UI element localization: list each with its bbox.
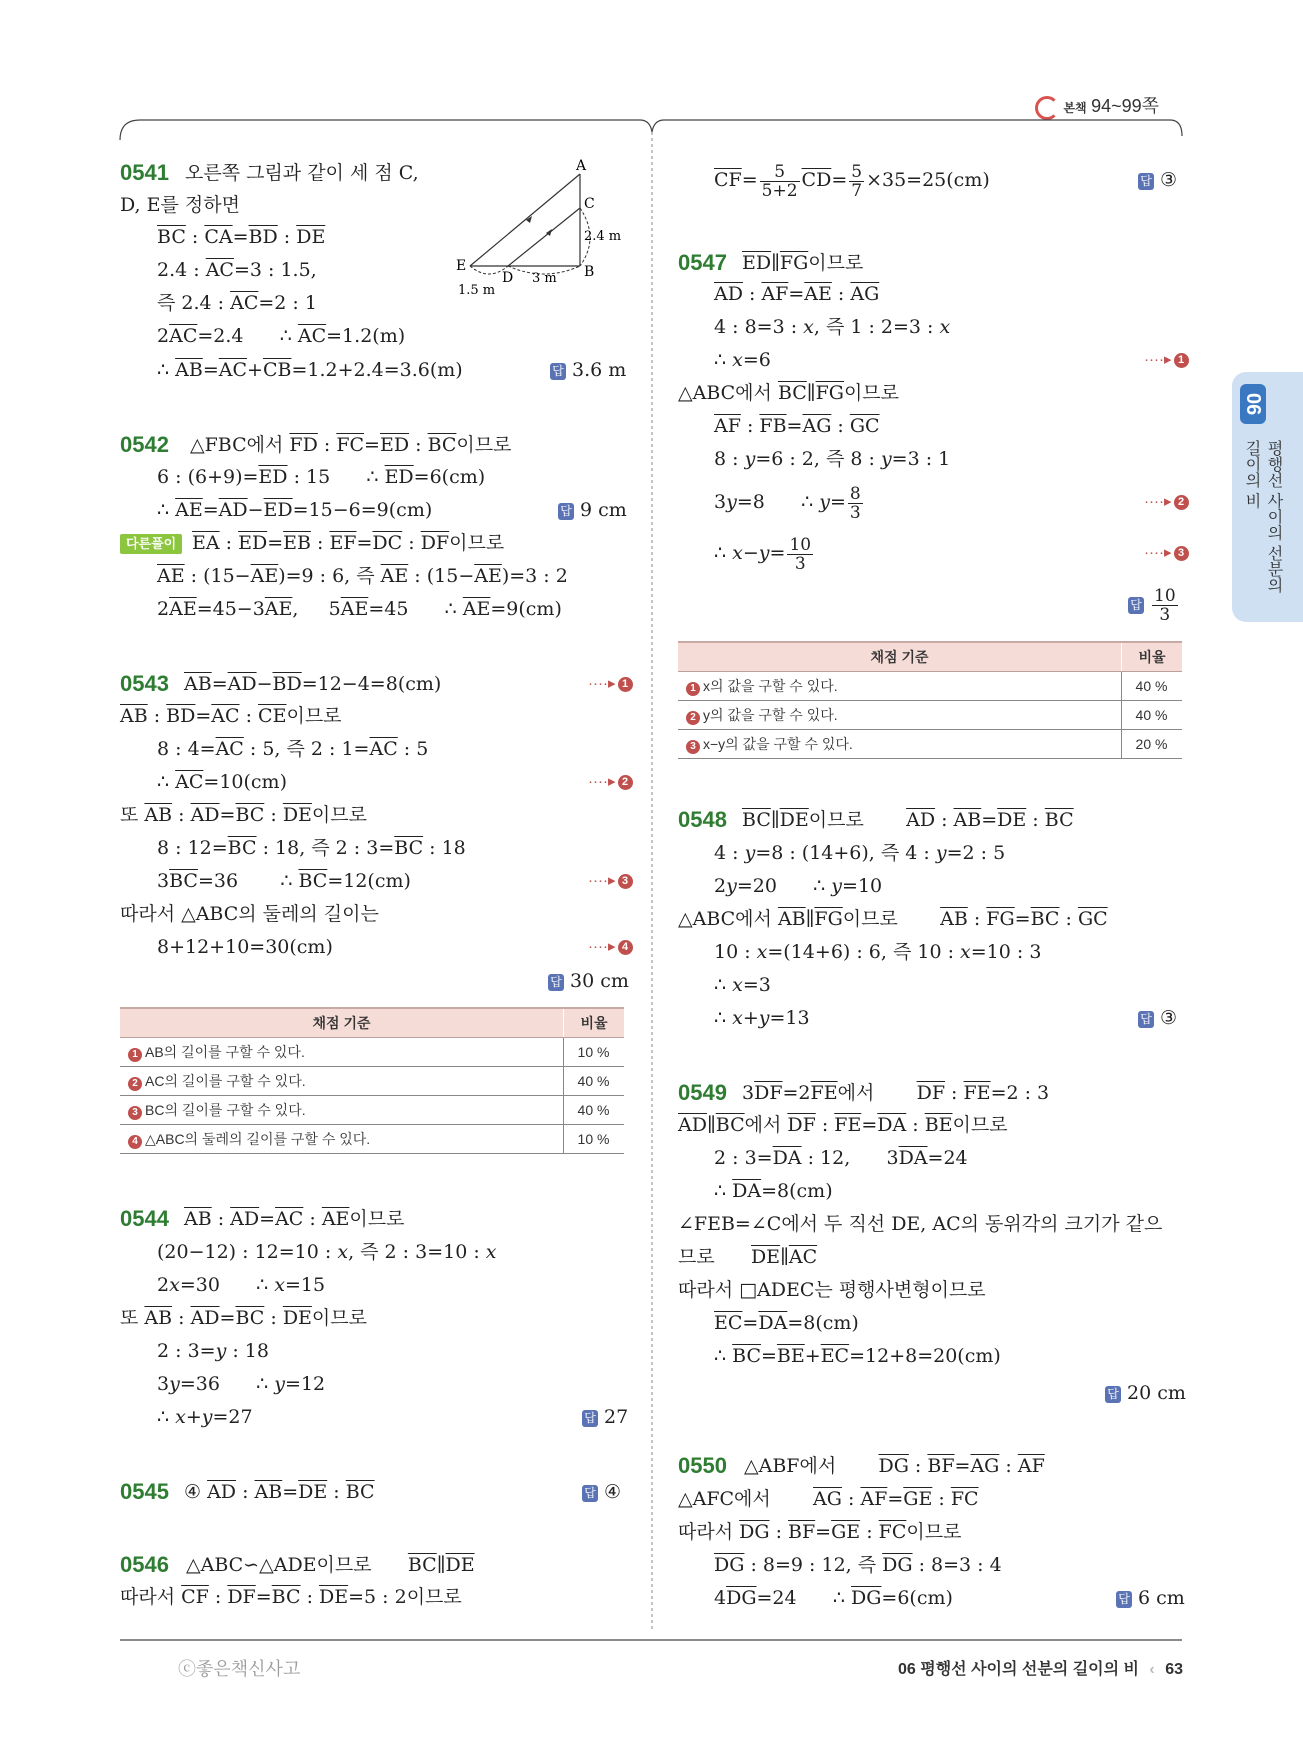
table-header: 비율 [564,1008,625,1038]
answer-icon: 답 [548,974,564,991]
solution-line: ∴ x=3 [714,974,771,996]
solution-line: 8 : $12=\overline{BC}$ : 18, 즉 2 : $3=\overline{BC}$ : 18 [157,837,466,859]
solution-line: △FBC에서 $\overline{FD}$ : $\overline{FC}=\overline{ED}$ : $\overline{BC}$이므로 [190,434,512,456]
answer-icon: 답 [558,503,574,520]
problem-number: 0542 [120,432,169,457]
grading-table [120,1007,624,1154]
problem-number: 0545 [120,1479,169,1504]
answer: 답 3.6 m [550,358,626,382]
label-2.4m: 2.4 m [584,229,622,244]
solution-line: $\overline{EA}$ : $\overline{ED}=\overline{EB}$ : $\overline{EF}=\overline{DC}$ : $\overline{DF}$이므로 [192,532,505,554]
solution-line: 따라서 $\overline{CF}$ : $\overline{DF}=\overline{BC}$ : $\overline{DE}=5$ : 2이므로 [120,1586,462,1608]
answer-icon: 답 [582,1410,598,1427]
alt-solution-badge: 다른풀이 [120,534,182,554]
solution-line: (20−12) : 12=10 : x, 즉 2 : 3=10 : x [157,1241,497,1263]
solution-line: △ABC∽△ADE이므로 $\overline{BC}\parallel\overline{DE}$ [186,1554,475,1576]
solution-line: ④ $\overline{AD}$ : $\overline{AB}=\overline{DE}$ : $\overline{BC}$ [184,1481,375,1503]
table-header: 채점 기준 [120,1008,564,1038]
answer: 답 $\frac{10}{3}$ [1128,584,1180,624]
step-mark: ····▸ 2 [588,770,633,794]
book-label: 본책 [1063,101,1087,115]
solution-line: 2x=30 ∴ x=15 [157,1274,326,1296]
table-row: 3 BC의 길이를 구할 수 있다. 40 % [120,1096,624,1125]
step-mark: ····▸ 3 [588,869,633,893]
step-mark: ····▸ 2 [1144,490,1189,514]
answer-icon: 답 [1138,173,1154,190]
label-A: A [576,158,587,174]
solution-line: ∴ x+y=13 [714,1007,810,1029]
book-pages: 94~99쪽 [1091,96,1160,116]
table-header: 채점 기준 [678,642,1122,672]
chapter-title: 평행선 사이의 선분의 길이의 비 [1243,440,1282,593]
solution-line: 따라서 □ADEC는 평행사변형이므로 [678,1279,986,1301]
solution-line: 8 : y=6 : 2, 즉 8 : y=3 : 1 [714,448,951,470]
solution-line: 8 : $4=\overline{AC}$ : 5, 즉 2 : $1=\overline{AC}$ : 5 [157,738,429,760]
answer: 답 6 cm [1116,1586,1185,1610]
grading-table [678,641,1182,759]
answer-icon: 답 [582,1485,598,1502]
solution-line: 므로 $\overline{DE}\parallel\overline{AC}$ [678,1246,818,1268]
solution-line: ∴ $\overline{AB}=\overline{AC}+\overline{CB}=1.2+2.4=3.6(m)$ [157,359,463,381]
solution-line: ∴ x−y= $\frac{10}{3}$ [714,534,812,574]
solution-line: ∴ $\overline{AC}=10(cm)$ [157,771,287,793]
table-row: 1 x의 값을 구할 수 있다. 40 % [678,672,1182,701]
table-row: 3 x−y의 값을 구할 수 있다. 20 % [678,730,1182,759]
label-D: D [502,270,514,286]
problem-text: 오른쪽 그림과 같이 세 점 C, [185,162,419,184]
solution-line: $\overline{AB}$ : $\overline{AD}=\overline{AC}$ : $\overline{AE}$이므로 [184,1208,405,1230]
solution-line: $\overline{AD}$ : $\overline{AF}=\overline{AE}$ : $\overline{AG}$ [714,283,880,305]
solution-line: 10 : x=(14+6) : 6, 즉 10 : x=10 : 3 [714,941,1042,963]
solution-line: ∠FEB=∠C에서 두 직선 DE, AC의 동위각의 크기가 같으 [678,1213,1163,1235]
label-1.5m: 1.5 m [458,283,496,298]
answer-icon: 답 [1116,1591,1132,1608]
solution-line: ∴ $\overline{BC}=\overline{BE}+\overline{EC}=12+8=20(cm)$ [714,1345,1001,1367]
solution-line: 8+12+10=30(cm) [157,936,333,958]
table-row: 4 △ABC의 둘레의 길이를 구할 수 있다. 10 % [120,1125,624,1154]
solution-line: $3\overline{BC}=36$ ∴ $\overline{BC}=12(cm)$ [157,870,411,892]
table-header: 비율 [1122,642,1183,672]
problem-number: 0543 [120,671,169,696]
solution-line: 또 $\overline{AB}$ : $\overline{AD}=\overline{BC}$ : $\overline{DE}$이므로 [120,804,367,826]
step-mark: ····▸ 4 [588,935,633,959]
table-row: 1 AB의 길이를 구할 수 있다. 10 % [120,1038,624,1067]
table-row: 2 AC의 길이를 구할 수 있다. 40 % [120,1067,624,1096]
solution-line: 또 $\overline{AB}$ : $\overline{AD}=\overline{BC}$ : $\overline{DE}$이므로 [120,1307,367,1329]
problem-number: 0541 [120,160,169,185]
solution-line: ∴ x=6 [714,349,771,371]
answer: 답 9 cm [558,498,627,522]
solution-line: 3y=36 ∴ y=12 [157,1373,326,1395]
solution-line: $\overline{CF}=$ $\frac{5}{5+2}$ $\overline{CD}=$ $\frac{5}{7}$ ×35=25(cm) [714,161,990,201]
solution-line: 2.4 : $\overline{AC}=3$ : 1.5, [157,259,317,281]
answer-icon: 답 [1105,1386,1121,1403]
solution-line: $4\overline{DG}=24$ ∴ $\overline{DG}=6(cm)$ [714,1587,953,1609]
chapter-side-tab [1232,372,1303,622]
solution-line: 3y=8 ∴ y= $\frac{8}{3}$ [714,483,861,523]
chevron-left-icon: ‹ [1149,1661,1155,1678]
solution-line: 2 : $3=\overline{DA}$ : 12, $3\overline{DA}=24$ [714,1147,968,1169]
answer-icon: 답 [1138,1011,1154,1028]
solution-line: ∴ $\overline{AE}=\overline{AD}-\overline{ED}=15-6=9(cm)$ [157,499,433,521]
table-row: 2 y의 값을 구할 수 있다. 40 % [678,701,1182,730]
page-number: 63 [1165,1661,1183,1678]
label-3m: 3 m [532,271,557,286]
answer: 답 ③ [1138,168,1177,192]
answer: 답 20 cm [1105,1381,1186,1405]
solution-line: $2\overline{AE}=45-3\overline{AE}$, $5\overline{AE}=45$ ∴ $\overline{AE}=9(cm)$ [157,598,562,620]
answer: 답 ③ [1138,1006,1177,1030]
solution-line: $\overline{AB}=\overline{AD}-\overline{BD}=12-4=8(cm)$ [184,673,442,695]
solution-line: 2y=20 ∴ y=10 [714,875,883,897]
publisher: ⓒ좋은책신사고 [178,1659,301,1679]
step-mark: ····▸ 1 [588,672,633,696]
solution-line: 즉 2.4 : $\overline{AC}=2$ : 1 [157,292,317,314]
answer: 답 30 cm [548,969,629,993]
solution-line: △ABF에서 $\overline{DG}$ : $\overline{BF}=\overline{AG}$ : $\overline{AF}$ [744,1455,1045,1477]
solution-line: 따라서 $\overline{DG}$ : $\overline{BF}=\overline{GE}$ : $\overline{FC}$이므로 [678,1521,962,1543]
label-B: B [584,264,595,280]
solution-line: $\overline{AF}$ : $\overline{FB}=\overline{AG}$ : $\overline{GC}$ [714,415,880,437]
label-C: C [584,196,595,212]
solution-line: $\overline{BC}$ : $\overline{CA}=\overline{BD}$ : $\overline{DE}$ [157,226,326,248]
solution-line: ∴ x+y=27 [157,1406,253,1428]
solution-line: $\overline{AB}$ : $\overline{BD}=\overline{AC}$ : $\overline{CE}$이므로 [120,705,342,727]
answer: 답 ④ [582,1480,621,1504]
answer-icon: 답 [550,363,566,380]
solution-line: $3\overline{DF}=2\overline{FE}$에서 $\overline{DF}$ : $\overline{FE}=2$ : 3 [742,1082,1050,1104]
problem-number: 0550 [678,1453,727,1478]
problem-number: 0549 [678,1080,727,1105]
solution-line: $\overline{AD}\parallel\overline{BC}$에서 $\overline{DF}$ : $\overline{FE}=\overline{DA}$ : $\overline{BE}$이므로 [678,1114,1008,1136]
solution-line: $\overline{DG}$ : 8=9 : 12, 즉 $\overline{DG}$ : 8=3 : 4 [714,1554,1002,1576]
solution-line: $\overline{EC}=\overline{DA}=8(cm)$ [714,1312,859,1334]
solution-line: 4 : 8=3 : x, 즉 1 : 2=3 : x [714,316,951,338]
step-mark: ····▸ 1 [1144,348,1189,372]
problem-number: 0548 [678,807,727,832]
problem-number: 0547 [678,250,727,275]
chapter-number: 06 [1240,384,1266,424]
problem-number: 0546 [120,1552,169,1577]
solution-line: 따라서 △ABC의 둘레의 길이는 [120,903,379,925]
solution-line: $2\overline{AC}=2.4$ ∴ $\overline{AC}=1.2(m)$ [157,325,406,347]
solution-line: $\overline{AE}$ : $(15-\overline{AE})=9$ : 6, 즉 $\overline{AE}$ : $(15-\overline{AE})=3$ : 2 [157,565,568,587]
solution-line: 6 : $(6+9)=\overline{ED}$ : 15 ∴ $\overline{ED}=6(cm)$ [157,466,486,488]
solution-line: $\overline{BC}\parallel\overline{DE}$이므로 $\overline{AD}$ : $\overline{AB}=\overline{DE}$ : $\overline{BC}$ [742,809,1074,831]
solution-line: 2 : 3=y : 18 [157,1340,269,1362]
label-E: E [456,258,467,274]
answer: 답 27 [582,1405,628,1429]
solution-line: △ABC에서 $\overline{AB}\parallel\overline{FG}$이므로 $\overline{AB}$ : $\overline{FG}=\overline{BC}$ : $\overline{GC}$ [678,908,1108,930]
footer-chapter-title: 06 평행선 사이의 선분의 길이의 비 [898,1661,1139,1678]
triangle-figure [450,158,640,298]
solution-line: △AFC에서 $\overline{AG}$ : $\overline{AF}=\overline{GE}$ : $\overline{FC}$ [678,1488,979,1510]
answer-icon: 답 [1128,597,1144,614]
problem-number: 0544 [120,1206,169,1231]
problem-text: D, E를 정하면 [120,194,240,216]
footer-chapter [898,1656,1183,1679]
solution-line: △ABC에서 $\overline{BC}\parallel\overline{FG}$이므로 [678,382,900,404]
solution-line: $\overline{ED}\parallel\overline{FG}$이므로 [742,252,864,274]
step-mark: ····▸ 3 [1144,541,1189,565]
solution-line: 4 : y=8 : (14+6), 즉 4 : y=2 : 5 [714,842,1006,864]
solution-line: ∴ $\overline{DA}=8(cm)$ [714,1180,833,1202]
